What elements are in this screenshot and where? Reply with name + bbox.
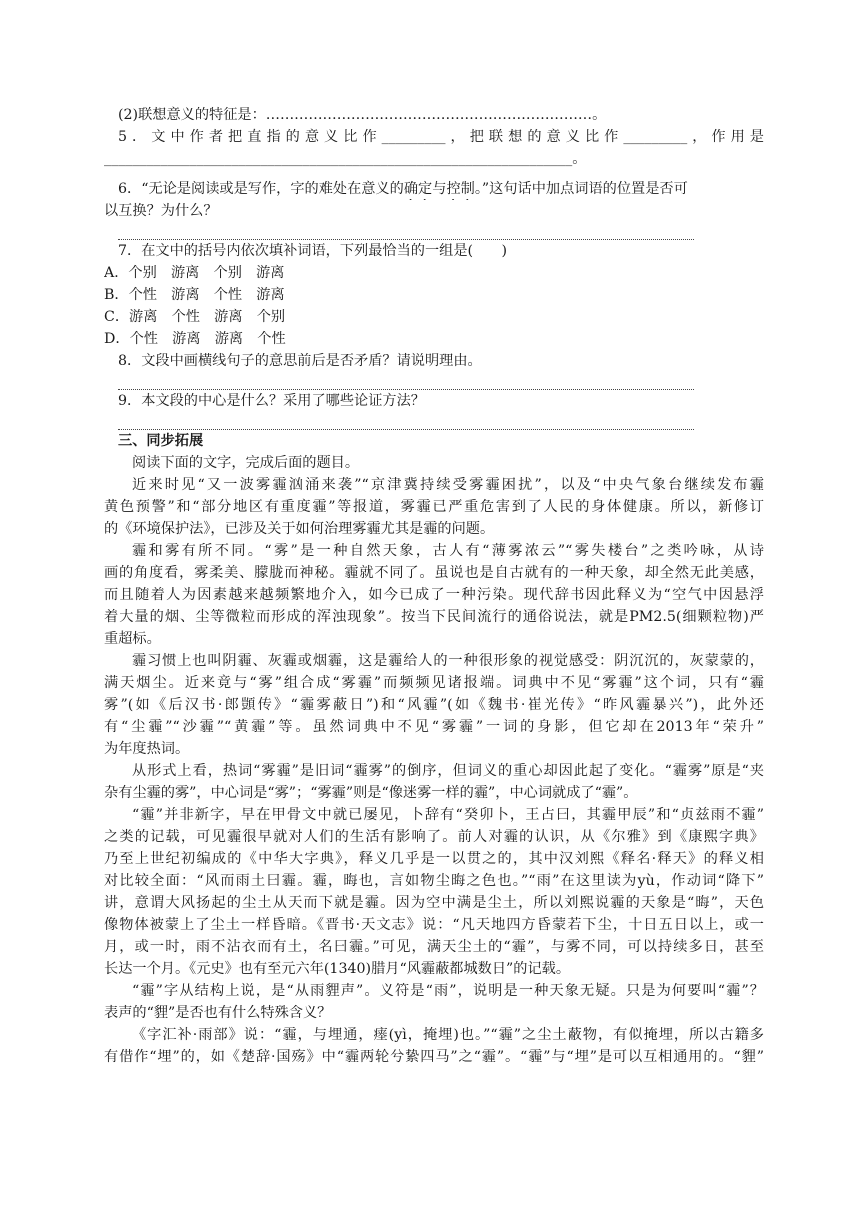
text-line: 《字汇补·雨部》说：“霾，与埋通，瘗(yì，掩埋)也。”“霾”之尘土蔽物，有似掩埋，所以古籍多 [132,1027,764,1043]
text-line: 重超标。 [104,631,161,647]
answer-line-q6[interactable] [118,230,694,240]
question-6-post: 。”这句话中加点词语的位置是否可 [474,181,688,197]
text-line: 对比较全面：“风而雨土曰霾。霾，晦也，言如物尘晦之色也。”“雨”在这里读为yù，作动词“降下” [104,873,764,889]
text-line: 之类的记载，可见霾很早就对人们的生活有影响了。前人对霾的认识，从《尔雅》到《康熙字典》 [104,829,764,845]
text-line: 满天烟尘。近来竟与“雾”组合成“雾霾”而频频见诸报端。词典中不见“雾霾”这个词，只有“霾 [104,675,764,691]
question-9: 9．本文段的中心是什么？采用了哪些论证方法？ [118,393,425,409]
text-line: 像物体被蒙上了尘土一样昏暗。《晋书·天文志》说：“凡天地四方昏蒙若下尘，十日五日以上，或一 [104,917,764,933]
paragraph-3 [104,650,764,760]
question-5-line-2: __________________________________________________________________。 [104,151,587,167]
option-a: A．个别 游离 个别 游离 [104,265,285,281]
text-line: 为年度热词。 [104,741,190,757]
paragraph-4 [104,760,764,804]
text-line: 表声的“貍”是否也有什么特殊含义？ [104,1005,332,1021]
paragraph-1 [104,474,764,540]
option-b: B．个性 游离 个性 游离 [104,287,285,303]
question-8: 8．文段中画横线句子的意思前后是否矛盾？请说明理由。 [118,353,482,369]
question-4-part-2: (2)联想意义的特征是：……………………………………………………………。 [118,107,607,123]
option-c: C．游离 个性 游离 个别 [104,309,286,325]
text-line: 乃至上世纪初编成的《中华大字典》，释义几乎是一以贯之的，其中汉刘熙《释名·释天》的释义相 [104,851,764,867]
dotted-word-kongzhi: 控制 [446,181,475,197]
paragraph-2 [104,540,764,650]
question-6-line-1 [104,178,764,200]
paragraph-7 [104,1024,764,1068]
question-6-mid: 与 [432,181,447,197]
text-line: 雾”(如《后汉书·郎顗传》“霾雾蔽日”)和“风霾”(如《魏书·崔光传》“昨风霾暴兴”)，此外还 [104,697,764,713]
answer-line-q8[interactable] [118,380,694,390]
text-line: “霾”并非新字，早在甲骨文中就已屡见，卜辞有“癸卯卜，王占曰，其霾甲辰”和“贞兹雨不霾” [132,807,764,823]
document-page [104,104,764,1068]
text-line: 霾习惯上也叫阴霾、灰霾或烟霾，这是霾给人的一种很形象的视觉感受：阴沉沉的，灰蒙蒙的， [132,653,764,669]
text-line: 杂有尘霾的雾”，中心词是“雾”；“雾霾”则是“像迷雾一样的霾”，中心词就成了“霾”。 [104,785,638,801]
paragraph-6 [104,980,764,1024]
answer-line-q9[interactable] [118,420,694,430]
paragraph-5 [104,804,764,980]
text-line: 而且随着人为因素越来越频繁地介入，如今已成了一种污染。现代辞书因此释义为“空气中因悬浮 [104,587,764,603]
reading-instruction: 阅读下面的文字，完成后面的题目。 [132,455,360,471]
text-line: “霾”字从结构上说，是“从雨貍声”。义符是“雨”，说明是一种天象无疑。只是为何要叫“霾”？ [132,983,764,999]
text-line: 月，或一时，雨不沾衣而有土，名曰霾。”可见，满天尘土的“霾”，与雾不同，可以持续多日，甚至 [104,939,764,955]
text-line: 的《环境保护法》，已涉及关于如何治理雾霾尤其是霾的问题。 [104,521,495,537]
text-line: 讲，意谓大风扬起的尘土从天而下就是霾。因为空中满是尘土，所以刘熙说霾的天象是“晦”，天色 [104,895,764,911]
section-title: 三、同步拓展 [118,433,204,449]
text-line: 着大量的烟、尘等微粒而形成的浑浊现象”。按当下民间流行的通俗说法，就是PM2.5(细颗粒物)严 [104,609,764,625]
text-line: 黄色预警”和“部分地区有重度霾”等报道，雾霾已严重危害到了人民的身体健康。所以，新修订 [104,499,764,515]
text-line: 有“尘霾”“沙霾”“黄霾”等。虽然词典中不见“雾霾”一词的身影，但它却在2013年“荣升” [104,719,764,735]
option-d: D．个性 游离 游离 个性 [104,331,286,347]
question-7: 7．在文中的括号内依次填补词语，下列最恰当的一组是( ) [118,243,507,259]
dotted-word-queding: 确定 [403,181,433,197]
text-line: 从形式上看，热词“雾霾”是旧词“霾雾”的倒序，但词义的重心却因此起了变化。“霾雾”原是“夹 [132,763,764,779]
question-6-pre: 6．“无论是阅读或是写作，字的难处在意义的 [118,181,404,197]
text-line: 画的角度看，雾柔美、朦胧而神秘。霾就不同了。虽说也是自古就有的一种天象，却全然无此美感， [104,565,764,581]
question-6-line-2: 以互换？为什么？ [104,203,218,219]
question-5-line-1: 5．文中作者把直指的意义比作_________，把联想的意义比作_________，作用是 [118,129,764,145]
text-line: 有借作“埋”的，如《楚辞·国殇》中“霾两轮兮絷四马”之“霾”。“霾”与“埋”是可以互相通用的。“貍” [104,1049,764,1065]
text-line: 长达一个月。《元史》也有至元六年(1340)腊月“风霾蔽都城数日”的记载。 [104,961,571,977]
text-line: 霾和雾有所不同。“雾”是一种自然天象，古人有“薄雾浓云”“雾失楼台”之类吟咏，从诗 [132,543,764,559]
text-line: 近来时见“又一波雾霾汹涌来袭”“京津冀持续受雾霾困扰”，以及“中央气象台继续发布霾 [132,477,764,493]
